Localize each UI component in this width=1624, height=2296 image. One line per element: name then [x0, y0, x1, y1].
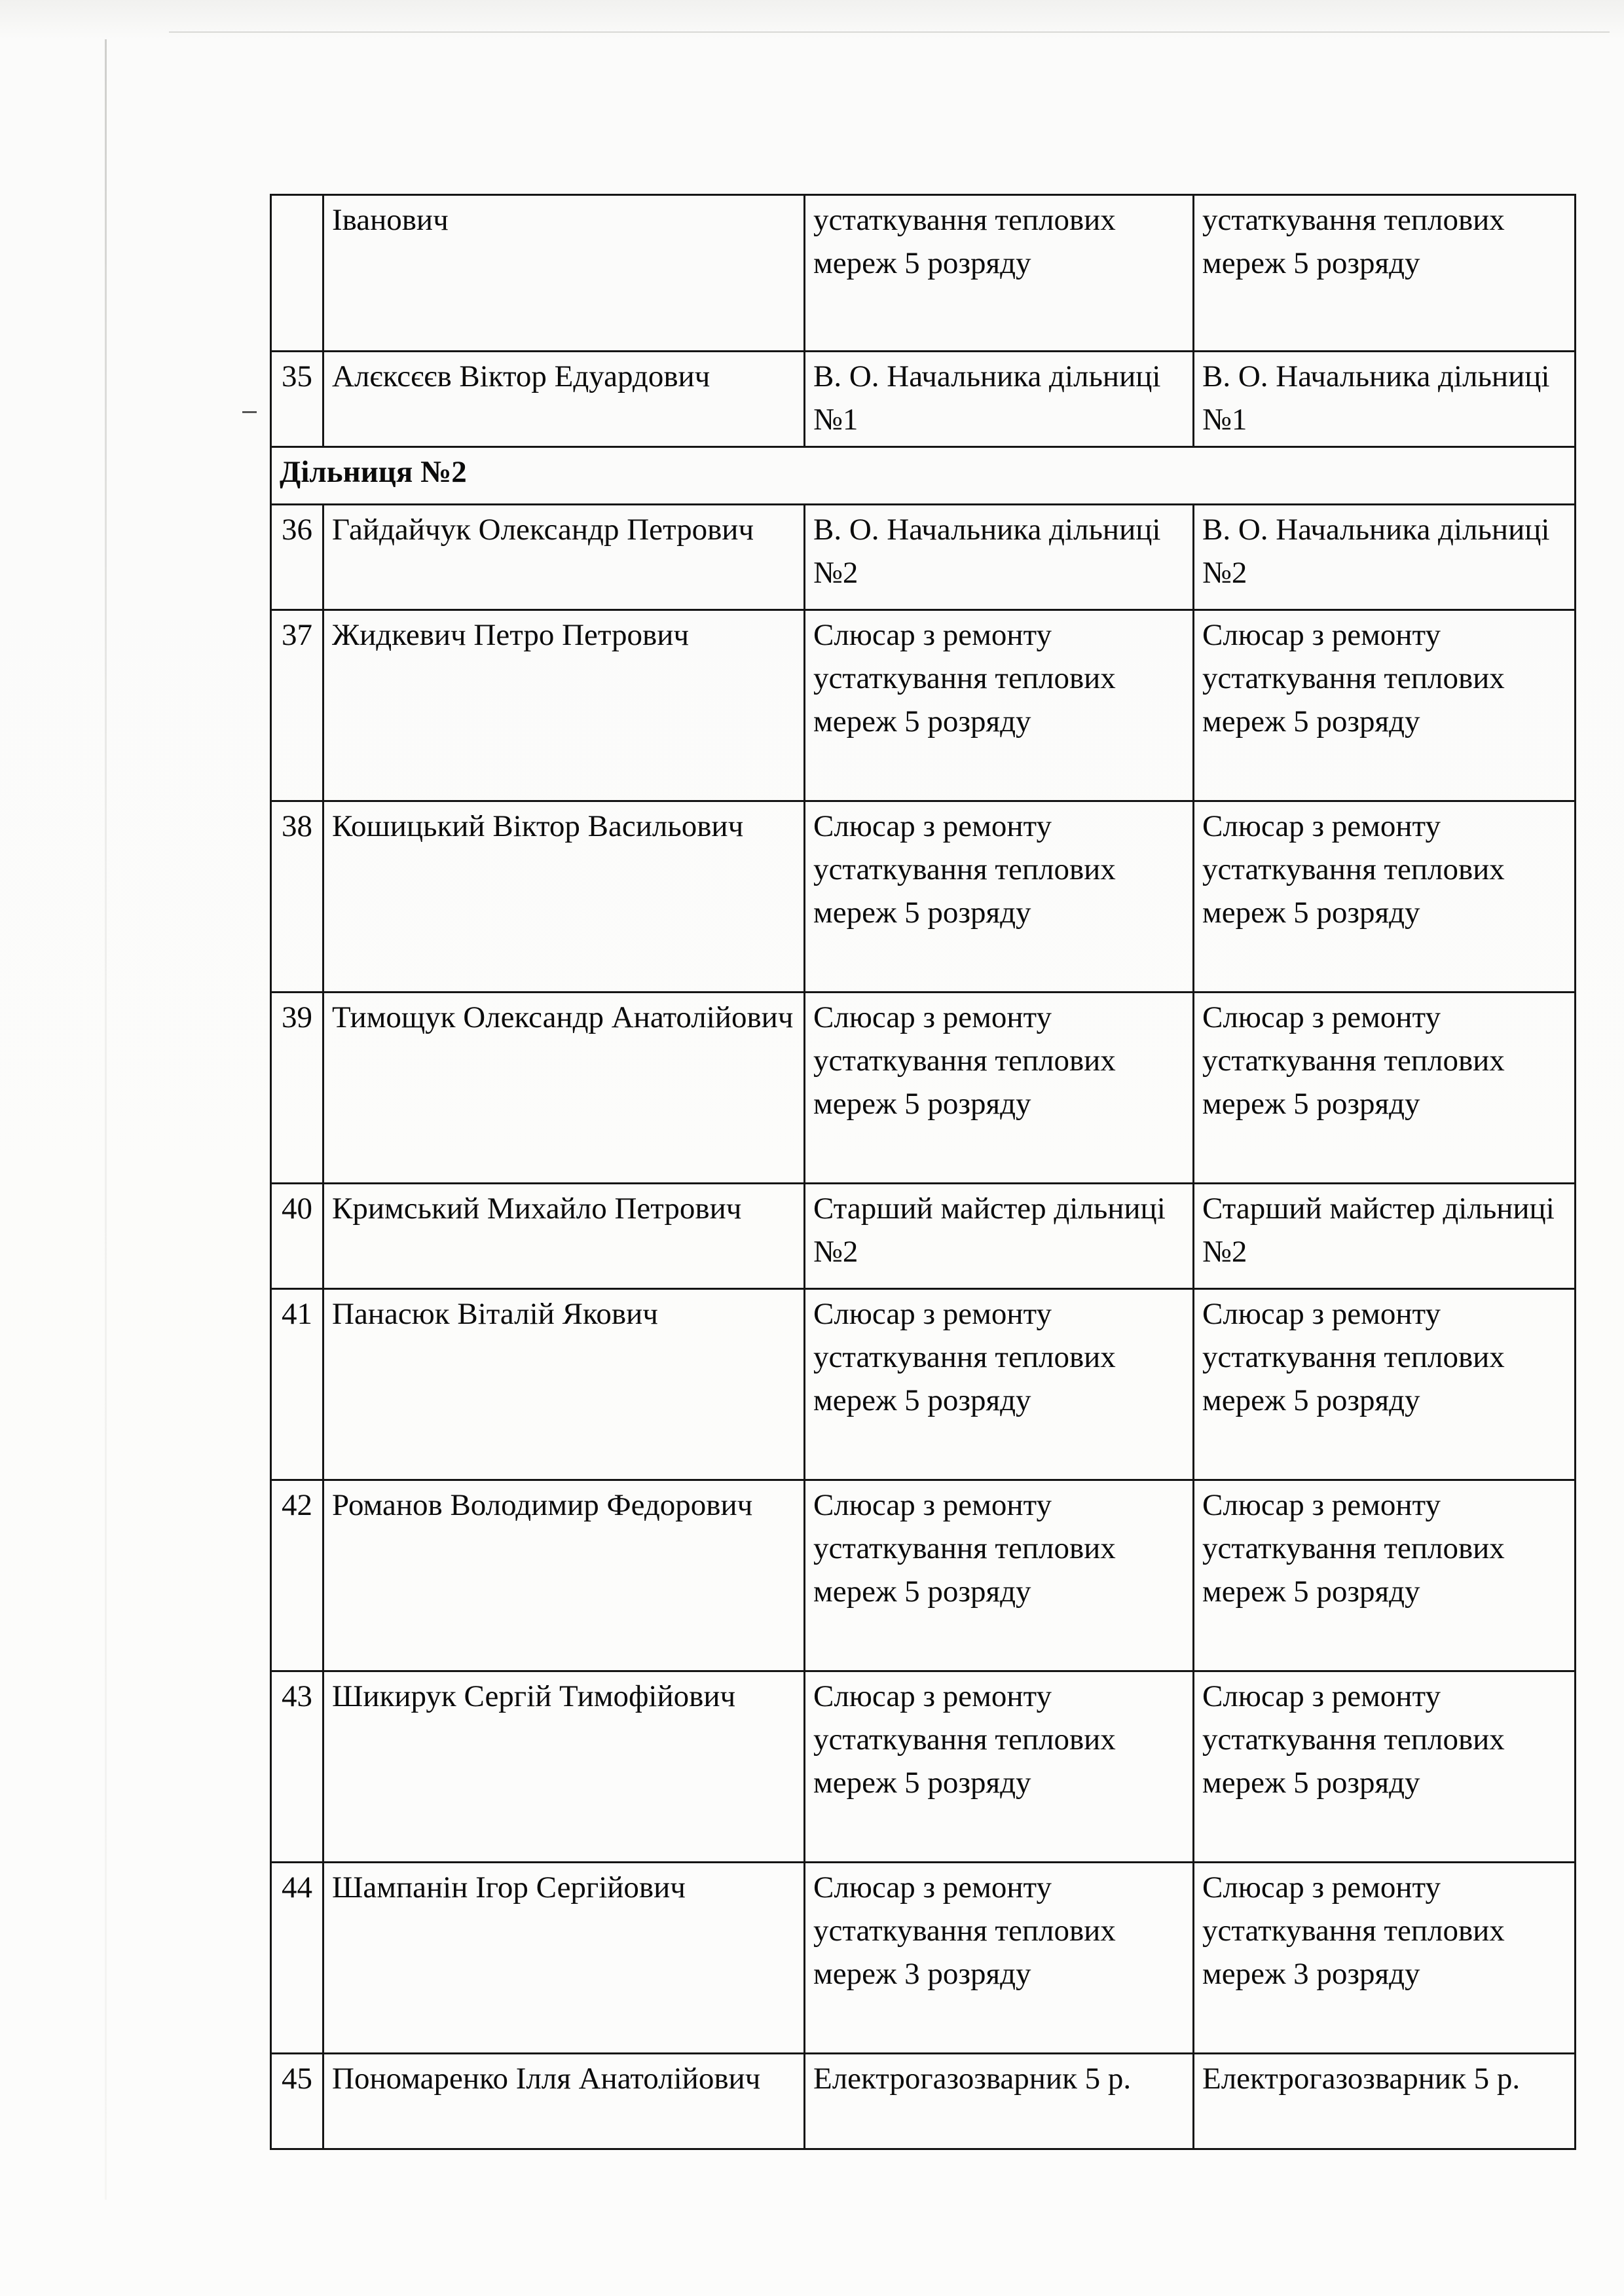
position-current: Слюсар з ремонту устаткування теплових мереж 5 розряду	[805, 610, 1194, 801]
row-number: 38	[271, 801, 323, 993]
position-current: В. О. Начальника дільниці №1	[805, 352, 1194, 447]
position-current: устаткування теплових мереж 5 розряду	[805, 195, 1194, 352]
position-new: Електрогазозварник 5 р.	[1194, 2054, 1576, 2149]
position-new: устаткування теплових мереж 5 розряду	[1194, 195, 1576, 352]
employee-name: Шампанін Ігор Сергійович	[323, 1863, 805, 2054]
table-row	[271, 2054, 1576, 2149]
table-row	[271, 1184, 1576, 1289]
row-number: 37	[271, 610, 323, 801]
employee-name: Кримський Михайло Петрович	[323, 1184, 805, 1289]
position-current: Слюсар з ремонту устаткування теплових мереж 5 розряду	[805, 801, 1194, 993]
edge-mark	[242, 411, 257, 413]
employee-name: Іванович	[323, 195, 805, 352]
position-current: Електрогазозварник 5 р.	[805, 2054, 1194, 2149]
position-current: Слюсар з ремонту устаткування теплових мереж 5 розряду	[805, 1480, 1194, 1671]
employee-name: Кошицький Віктор Васильович	[323, 801, 805, 993]
page-fold-left	[105, 39, 107, 2200]
position-new: В. О. Начальника дільниці №2	[1194, 505, 1576, 610]
table-row	[271, 1480, 1576, 1671]
row-number: 35	[271, 352, 323, 447]
employee-name: Шикирук Сергій Тимофійович	[323, 1671, 805, 1863]
position-current: Слюсар з ремонту устаткування теплових мереж 5 розряду	[805, 993, 1194, 1184]
position-new: Слюсар з ремонту устаткування теплових мереж 5 розряду	[1194, 1671, 1576, 1863]
table-row	[271, 1671, 1576, 1863]
table-row	[271, 801, 1576, 993]
personnel-table-body	[271, 195, 1576, 2149]
section-row	[271, 447, 1576, 505]
row-number: 44	[271, 1863, 323, 2054]
position-new: Слюсар з ремонту устаткування теплових мереж 5 розряду	[1194, 1289, 1576, 1480]
employee-name: Пономаренко Ілля Анатолійович	[323, 2054, 805, 2149]
table-row	[271, 1863, 1576, 2054]
row-number	[271, 195, 323, 352]
page-fold-top	[169, 31, 1610, 33]
table-row	[271, 993, 1576, 1184]
position-new: Слюсар з ремонту устаткування теплових мереж 5 розряду	[1194, 610, 1576, 801]
employee-name: Тимощук Олександр Анатолійович	[323, 993, 805, 1184]
table-row	[271, 1289, 1576, 1480]
row-number: 42	[271, 1480, 323, 1671]
position-new: В. О. Начальника дільниці №1	[1194, 352, 1576, 447]
table-row	[271, 610, 1576, 801]
employee-name: Алєксєєв Віктор Едуардович	[323, 352, 805, 447]
row-number: 36	[271, 505, 323, 610]
position-new: Старший майстер дільниці №2	[1194, 1184, 1576, 1289]
position-current: Слюсар з ремонту устаткування теплових мереж 3 розряду	[805, 1863, 1194, 2054]
row-number: 40	[271, 1184, 323, 1289]
position-current: Старший майстер дільниці №2	[805, 1184, 1194, 1289]
position-new: Слюсар з ремонту устаткування теплових мереж 3 розряду	[1194, 1863, 1576, 2054]
position-new: Слюсар з ремонту устаткування теплових мереж 5 розряду	[1194, 1480, 1576, 1671]
position-current: Слюсар з ремонту устаткування теплових мереж 5 розряду	[805, 1671, 1194, 1863]
row-number: 41	[271, 1289, 323, 1480]
table-row	[271, 505, 1576, 610]
section-title: Дільниця №2	[271, 447, 1576, 505]
personnel-table	[270, 194, 1576, 2150]
position-new: Слюсар з ремонту устаткування теплових мереж 5 розряду	[1194, 801, 1576, 993]
employee-name: Панасюк Віталій Якович	[323, 1289, 805, 1480]
table-row	[271, 352, 1576, 447]
position-current: Слюсар з ремонту устаткування теплових мереж 5 розряду	[805, 1289, 1194, 1480]
table-row	[271, 195, 1576, 352]
employee-name: Романов Володимир Федорович	[323, 1480, 805, 1671]
row-number: 45	[271, 2054, 323, 2149]
employee-name: Гайдайчук Олександр Петрович	[323, 505, 805, 610]
employee-name: Жидкевич Петро Петрович	[323, 610, 805, 801]
position-current: В. О. Начальника дільниці №2	[805, 505, 1194, 610]
row-number: 39	[271, 993, 323, 1184]
row-number: 43	[271, 1671, 323, 1863]
position-new: Слюсар з ремонту устаткування теплових мереж 5 розряду	[1194, 993, 1576, 1184]
